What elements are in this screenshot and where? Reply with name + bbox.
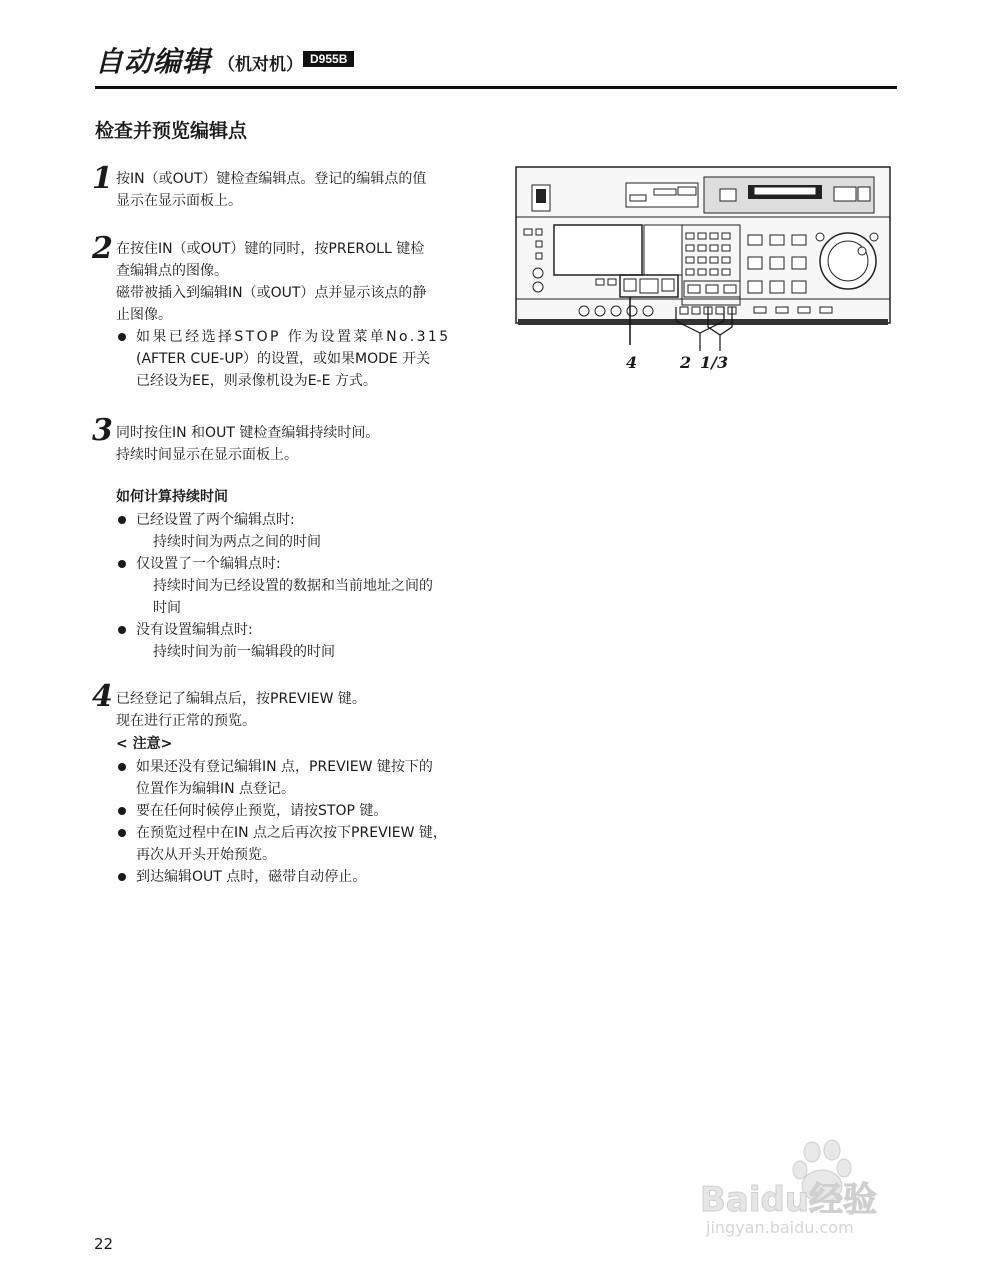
step-line: 已经登记了编辑点后，按PREVIEW 键。 — [116, 691, 366, 707]
step-3-bullets — [118, 509, 488, 663]
step-3-number: 3 — [92, 413, 113, 448]
list-item — [118, 800, 488, 822]
bullet-line: 持续时间为前一编辑段的时间 — [153, 644, 335, 660]
bullet-line: 仅设置了一个编辑点时: — [136, 556, 281, 572]
bullet-icon — [118, 560, 126, 568]
list-item — [118, 509, 488, 553]
step-2-number: 2 — [92, 231, 113, 266]
step-4-bullets — [118, 756, 488, 888]
bullet-icon — [118, 333, 126, 341]
model-badge: D955B — [303, 51, 354, 67]
bullet-line: 时间 — [153, 600, 181, 616]
bullet-line: 如果已经选择STOP 作为设置菜单No.315 — [136, 329, 451, 345]
list-item — [118, 756, 488, 800]
bullet-line: 要在任何时候停止预览，请按STOP 键。 — [136, 803, 388, 819]
bullet-icon — [118, 763, 126, 771]
step-line: 显示在显示面板上。 — [116, 193, 242, 209]
chapter-subtitle: （机对机） — [218, 55, 303, 75]
step-line: 查编辑点的图像。 — [116, 263, 228, 279]
watermark-url: jingyan.baidu.com — [706, 1218, 854, 1237]
note-label: < 注意> — [116, 736, 173, 752]
callout-4: 4 — [626, 353, 638, 372]
step-line: 磁带被插入到编辑IN（或OUT）点并显示该点的静 — [116, 285, 427, 301]
step-line: 在按住IN（或OUT）键的同时，按PREROLL 键检 — [116, 241, 425, 257]
step-2-bullets — [118, 326, 488, 392]
bullet-line: 持续时间为已经设置的数据和当前地址之间的 — [153, 578, 433, 594]
list-item — [118, 553, 488, 619]
step-2-text — [116, 238, 426, 326]
list-item — [118, 619, 488, 663]
chapter-title: 自动编辑 — [95, 45, 212, 78]
bullet-line: 已经设为EE，则录像机设为E-E 方式。 — [136, 373, 377, 389]
bullet-line: 位置作为编辑IN 点登记。 — [136, 781, 296, 797]
vtr-front-panel-figure — [514, 165, 892, 385]
bullet-icon — [118, 873, 126, 881]
step-line: 止图像。 — [116, 307, 172, 323]
list-item — [118, 822, 488, 866]
step-1-text — [116, 168, 426, 212]
step-1-number: 1 — [92, 161, 113, 196]
step-3-text — [116, 422, 379, 466]
bullet-line: 没有设置编辑点时: — [136, 622, 253, 638]
bullet-line: 到达编辑OUT 点时，磁带自动停止。 — [136, 869, 367, 885]
list-item — [118, 866, 488, 888]
bullet-line: 持续时间为两点之间的时间 — [153, 534, 321, 550]
bullet-icon — [118, 807, 126, 815]
step-4-number: 4 — [92, 679, 113, 714]
bullet-line: 在预览过程中在IN 点之后再次按下PREVIEW 键， — [136, 825, 447, 841]
bullet-icon — [118, 626, 126, 634]
section-title: 检查并预览编辑点 — [95, 120, 248, 142]
step-line: 同时按住IN 和OUT 键检查编辑持续时间。 — [116, 425, 380, 441]
step-line: 按IN（或OUT）键检查编辑点。登记的编辑点的值 — [116, 171, 427, 187]
header-rule — [95, 86, 897, 89]
bullet-icon — [118, 516, 126, 524]
step-line: 持续时间显示在显示面板上。 — [116, 447, 298, 463]
baidu-watermark — [700, 1130, 930, 1240]
bullet-line: 已经设置了两个编辑点时: — [136, 512, 295, 528]
watermark-brand: Baidu经验 — [700, 1180, 878, 1220]
bullet-line: 如果还没有登记编辑IN 点，PREVIEW 键按下的 — [136, 759, 433, 775]
vtr-panel-illustration — [514, 165, 892, 385]
duration-subheading: 如何计算持续时间 — [116, 489, 228, 505]
callout-1-3: 1/3 — [700, 353, 729, 372]
bullet-line: (AFTER CUE-UP）的设置，或如果MODE 开关 — [136, 351, 431, 367]
bullet-line: 再次从开头开始预览。 — [136, 847, 276, 863]
callout-2: 2 — [680, 353, 692, 372]
step-4-text — [116, 688, 366, 732]
list-item — [118, 326, 488, 392]
page-number: 22 — [94, 1235, 114, 1253]
bullet-icon — [118, 829, 126, 837]
step-line: 现在进行正常的预览。 — [116, 713, 256, 729]
